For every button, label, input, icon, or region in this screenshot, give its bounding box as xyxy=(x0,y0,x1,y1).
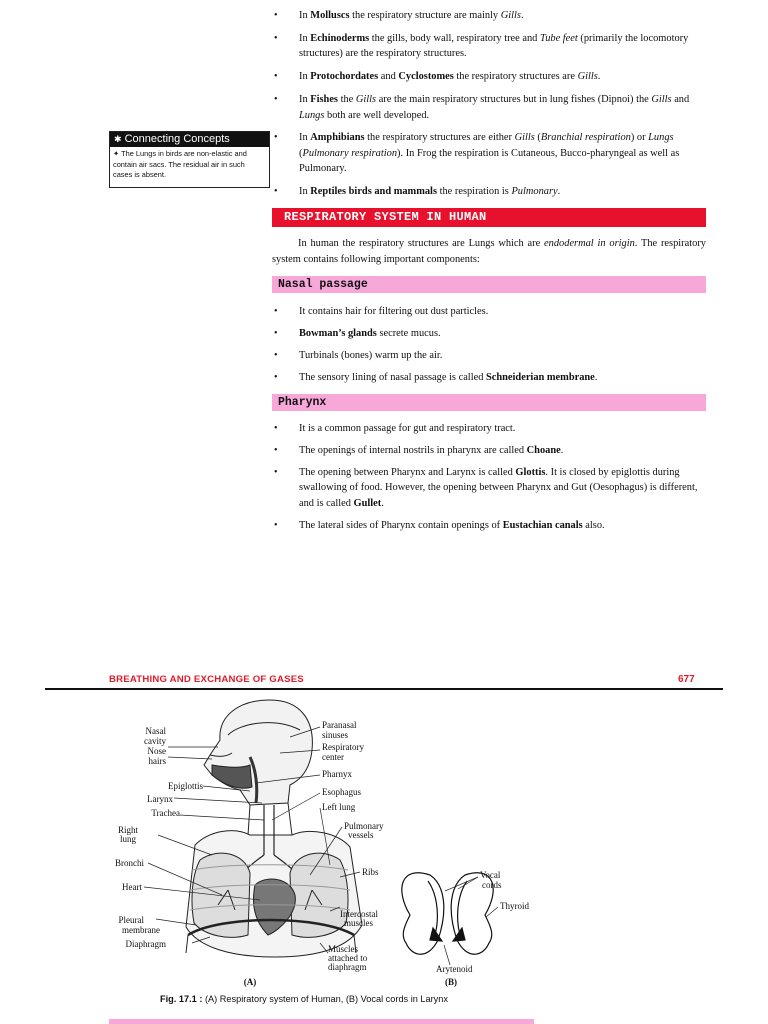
list-item xyxy=(272,304,708,319)
list-item-text-run: Gills xyxy=(651,94,672,106)
label-heart: Heart xyxy=(122,882,142,892)
list-item-text-run: . xyxy=(557,186,561,198)
puzzle-icon: ✱ xyxy=(114,134,122,144)
respiratory-system-figure xyxy=(100,695,560,995)
label-muscles: muscles xyxy=(344,918,373,928)
list-item-text-run: Tube feet xyxy=(539,32,578,44)
list-item-text-run: Bowman’s glands xyxy=(299,327,377,339)
label-larynx: Larynx xyxy=(147,794,173,804)
panel-label-b: (B) xyxy=(445,977,457,987)
list-item xyxy=(272,31,708,62)
list-item-text-run: Schneiderian membrane xyxy=(485,371,595,383)
list-item-text-run: . xyxy=(594,371,598,383)
subheading-nasal-passage: Nasal passage xyxy=(272,276,706,293)
section-heading: RESPIRATORY SYSTEM IN HUMAN xyxy=(272,208,706,227)
label-nose: Nose xyxy=(147,746,166,756)
list-item-text-run: Gills xyxy=(355,94,377,106)
list-item-text-run: . xyxy=(381,497,384,509)
label-ribs: Ribs xyxy=(362,867,379,877)
list-item-text-run: the respiratory structure are mainly xyxy=(349,10,501,21)
list-item-text-run: In xyxy=(299,10,311,21)
list-item-text-run: ). In Frog the respiration is Cutaneous, Bucco-pharyngeal as well as Pulmonary. xyxy=(299,147,680,175)
list-item-text-run: In xyxy=(299,94,311,106)
list-item-text-run: Molluscs xyxy=(310,10,350,21)
label-paranasal: Paranasal xyxy=(322,720,357,730)
bullet-icon: • xyxy=(274,519,278,531)
bullet-icon: • xyxy=(274,327,278,339)
list-item-text-run: Echinoderms xyxy=(310,32,370,44)
list-item-text-run: . xyxy=(597,71,601,83)
list-item-text-run: secrete mucus. xyxy=(376,327,441,339)
figure-caption-label: Fig. 17.1 : xyxy=(160,994,203,1004)
list-item xyxy=(272,130,708,176)
connecting-concepts-title: Connecting Concepts xyxy=(124,133,230,145)
list-item xyxy=(272,69,708,84)
list-item-text-run: Pulmonary xyxy=(511,186,558,198)
list-item-text-run: Eustachian canals xyxy=(502,519,583,531)
list-item xyxy=(272,518,708,533)
intro-text-run: In human the respiratory structures are Lungs which are xyxy=(298,238,545,249)
list-item xyxy=(272,421,708,436)
list-item xyxy=(272,348,708,363)
vocal-cords-illustration xyxy=(402,873,493,955)
list-item-text-run: In xyxy=(299,32,311,44)
list-item-text-run: Fishes xyxy=(310,94,338,106)
list-item-text-run: both are well developed. xyxy=(324,109,430,121)
bullet-icon: • xyxy=(274,444,278,456)
bullet-icon: • xyxy=(274,371,278,383)
bullet-icon: • xyxy=(274,423,278,434)
list-item-text-run: The opening between Pharynx and Larynx is called xyxy=(299,466,516,478)
list-item-text-run: the respiratory structures are xyxy=(453,71,578,83)
list-item-text-run: ( xyxy=(534,132,541,144)
list-item-text-run: Branchial respiration xyxy=(540,132,631,144)
label-sinuses: sinuses xyxy=(322,730,349,740)
label-respiratory: Respiratory xyxy=(322,742,364,752)
list-item-text-run: (primarily the locomotory structures) are the respiratory structures. xyxy=(299,32,689,60)
bullet-icon: • xyxy=(274,186,278,198)
labels-panel-b xyxy=(436,870,529,974)
bullet-list-respiratory-structures xyxy=(272,8,708,200)
connecting-concepts-text: ✦ The Lungs in birds are non-elastic and contain air sacs. The residual air in such cases is absent. xyxy=(113,149,247,179)
list-item-text-run: . It is closed by epiglottis during swallowing of food. However, the opening between Pharynx and Gut (Oesophagus) is different, and is called xyxy=(299,466,698,509)
label-attached-to: attached to xyxy=(328,953,368,963)
list-item-text-run: ) or xyxy=(630,132,649,144)
bullet-icon: • xyxy=(274,94,278,106)
next-heading-bar xyxy=(109,1019,534,1024)
list-item-text-run: Gullet xyxy=(353,497,382,509)
label-hairs: hairs xyxy=(148,756,166,766)
label-epiglottis: Epiglottis xyxy=(167,781,203,791)
label-left-lung: Left lung xyxy=(322,802,356,812)
list-item xyxy=(272,465,708,511)
list-item xyxy=(272,8,708,23)
figure-caption-text: (A) Respiratory system of Human, (B) Vocal cords in Larynx xyxy=(202,994,448,1004)
label-pleural: Pleural xyxy=(118,915,144,925)
list-item-text-run: . xyxy=(520,10,524,21)
list-item-text-run: the xyxy=(337,94,356,106)
list-item-text-run: the respiration is xyxy=(436,186,512,198)
subheading-pharynx: Pharynx xyxy=(272,394,706,411)
list-item-text-run: In xyxy=(299,132,311,144)
connecting-concepts-header xyxy=(110,132,269,147)
bullet-icon: • xyxy=(274,71,278,83)
page-number: 677 xyxy=(678,674,695,685)
label-diaphragm: Diaphragm xyxy=(125,939,166,949)
connecting-concepts-box xyxy=(109,131,270,188)
list-item-text-run: Reptiles birds and mammals xyxy=(310,186,437,198)
label-intercostal: Intercostal xyxy=(340,909,378,919)
list-item-text-run: The openings of internal nostrils in pharynx are called xyxy=(299,444,527,456)
list-item-text-run: and xyxy=(378,71,399,83)
list-item-text-run: ( xyxy=(299,147,303,159)
label-membrane: membrane xyxy=(122,925,160,935)
label-pharnyx: Pharnyx xyxy=(322,769,352,779)
bullet-icon: • xyxy=(274,349,278,361)
label-bronchi: Bronchi xyxy=(115,858,144,868)
running-footer-title: BREATHING AND EXCHANGE OF GASES xyxy=(109,674,304,685)
label-cavity: cavity xyxy=(144,736,166,746)
label-center: center xyxy=(322,752,344,762)
figure-caption xyxy=(160,994,448,1004)
label-pulmonary: Pulmonary xyxy=(344,821,384,831)
list-item-text-run: It contains hair for filtering out dust particles. xyxy=(299,306,489,317)
panel-label-a: (A) xyxy=(243,977,257,987)
list-item-text-run: Amphibians xyxy=(310,132,365,144)
label-esophagus: Esophagus xyxy=(322,787,361,797)
label-diaphragm-2: diaphragm xyxy=(328,962,367,972)
list-item-text-run: Turbinals (bones) warm up the air. xyxy=(299,349,443,361)
list-item-text-run: Lungs xyxy=(648,132,674,144)
footer-rule xyxy=(45,688,723,690)
list-item-text-run: Glottis xyxy=(515,466,546,478)
label-thyroid: Thyroid xyxy=(500,901,529,911)
list-item xyxy=(272,184,708,199)
list-item-text-run: Cyclostomes xyxy=(398,71,454,83)
label-vocal: Vocal xyxy=(480,870,501,880)
bullet-list-pharynx xyxy=(272,421,708,533)
list-item-text-run: Choane xyxy=(526,444,561,456)
list-item-text-run: Gills xyxy=(514,132,535,144)
list-item-text-run: and xyxy=(671,94,690,106)
intro-paragraph xyxy=(272,236,706,267)
list-item-text-run: Protochordates xyxy=(310,71,379,83)
list-item-text-run: It is a common passage for gut and respiratory tract. xyxy=(299,423,516,434)
list-item-text-run: . xyxy=(560,444,564,456)
label-nasal: Nasal xyxy=(145,726,166,736)
intro-text-run: . The respiratory system contains following important components: xyxy=(272,238,706,265)
list-item-text-run: are the main respiratory structures but in lung fishes (Dipnoi) the xyxy=(376,94,652,106)
intro-text-run: endodermal in origin xyxy=(544,238,635,249)
list-item-text-run: Gills xyxy=(577,71,598,83)
label-muscles-2: Muscles xyxy=(328,944,358,954)
label-lung: lung xyxy=(119,834,136,844)
list-item-text-run: also. xyxy=(582,519,605,531)
list-item-text-run: In xyxy=(299,186,311,198)
list-item-text-run: In xyxy=(299,71,311,83)
list-item xyxy=(272,443,708,458)
list-item xyxy=(272,92,708,123)
label-cords: cords xyxy=(482,880,502,890)
bullet-icon: • xyxy=(274,306,278,317)
list-item xyxy=(272,370,708,385)
bullet-icon: • xyxy=(274,132,278,144)
label-trachea: Trachea xyxy=(151,808,180,818)
label-right: Right xyxy=(117,825,138,835)
list-item-text-run: Lungs xyxy=(299,109,325,121)
list-item xyxy=(272,326,708,341)
bullet-icon: • xyxy=(274,466,278,478)
list-item-text-run: the gills, body wall, respiratory tree and xyxy=(369,32,540,44)
list-item-text-run: Gills xyxy=(500,10,521,21)
list-item-text-run: Pulmonary respiration xyxy=(302,147,398,159)
list-item-text-run: The lateral sides of Pharynx contain openings of xyxy=(299,519,503,531)
list-item-text-run: the respiratory structures are either xyxy=(364,132,515,144)
label-arytenoid: Arytenoid xyxy=(436,964,473,974)
bullet-list-nasal-passage xyxy=(272,304,708,385)
label-vessels: vessels xyxy=(348,830,374,840)
bullet-icon: • xyxy=(274,32,278,44)
list-item-text-run: The sensory lining of nasal passage is called xyxy=(299,371,486,383)
bullet-icon: • xyxy=(274,10,278,21)
